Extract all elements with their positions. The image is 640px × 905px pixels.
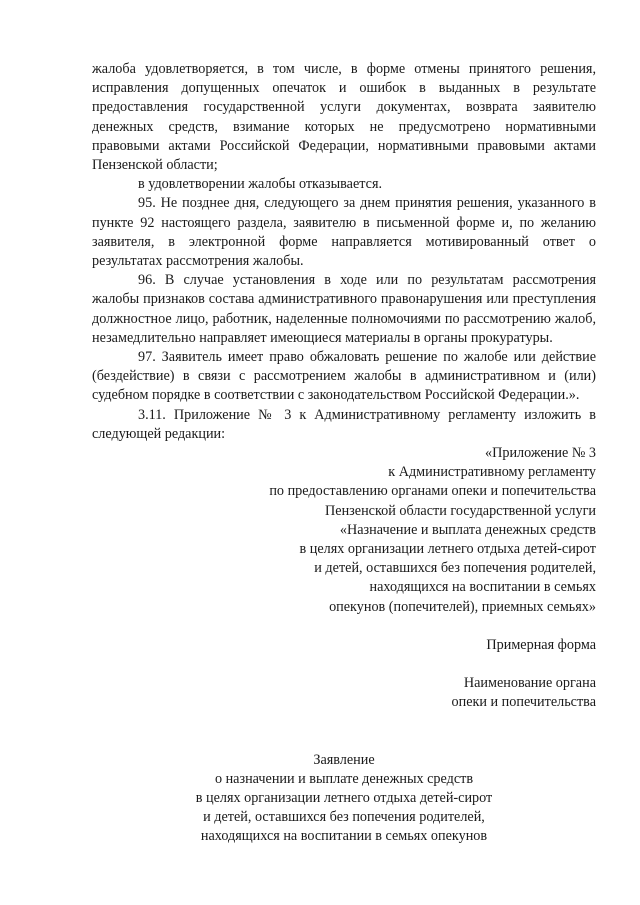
appendix-header-line: опекунов (попечителей), приемных семьях» — [329, 598, 596, 615]
appendix-header-line: «Назначение и выплата денежных средств — [339, 521, 596, 538]
statement-title: Заявление — [313, 751, 375, 768]
paragraph-3-11: 3.11. Приложение № 3 к Административному регламенту изложить в следующей редакции: — [92, 406, 596, 442]
paragraph-complaint-satisfied: жалоба удовлетворяется, в том числе, в форме отмены принятого решения, исправления допущенных опечаток и ошибок в выданных в результате предоставления государственной услуги документах, возврата заявителю денежных средств, взимание которых не предусмотрено нормативными правовыми актами Российской Федерации, нормативными правовыми актами Пензенской области; — [92, 61, 596, 174]
sample-form-label: Примерная форма — [486, 636, 596, 653]
statement-heading — [92, 751, 596, 847]
addressee-line: Наименование органа — [463, 675, 596, 692]
statement-subtitle-line: находящихся на воспитании в семьях опекунов — [200, 828, 488, 845]
addressee-line: опеки и попечительства — [451, 694, 596, 711]
statement-subtitle-line: и детей, оставшихся без попечения родителей, — [203, 809, 485, 826]
appendix-header — [92, 444, 596, 617]
appendix-header-line: «Приложение № 3 — [485, 445, 596, 462]
paragraph-complaint-refused: в удовлетворении жалобы отказывается. — [138, 176, 383, 193]
appendix-header-line: и детей, оставшихся без попечения родителей, — [314, 560, 596, 577]
appendix-header-line: в целях организации летнего отдыха детей-сирот — [299, 541, 596, 558]
appendix-header-line: к Административному регламенту — [388, 464, 596, 481]
addressee-block — [92, 674, 596, 712]
paragraph-97: 97. Заявитель имеет право обжаловать решение по жалобе или действие (бездействие) в связи с рассмотрением жалобы в административном и (или) судебном порядке в соответствии с законодательством Российской Федерации.». — [92, 349, 596, 404]
appendix-header-line: находящихся на воспитании в семьях — [369, 579, 596, 596]
appendix-header-line: Пензенской области государственной услуги — [325, 502, 596, 519]
document-page — [92, 60, 596, 847]
appendix-header-line: по предоставлению органами опеки и попечительства — [269, 483, 596, 500]
paragraph-95: 95. Не позднее дня, следующего за днем принятия решения, указанного в пункте 92 настоящего раздела, заявителю в письменной форме и, по желанию заявителя, в электронной форме направляется мотивированный ответ о результатах рассмотрения жалобы. — [92, 195, 596, 270]
statement-subtitle-line: о назначении и выплате денежных средств — [214, 770, 474, 787]
paragraph-96: 96. В случае установления в ходе или по результатам рассмотрения жалобы признаков состава административного правонарушения или преступления должностное лицо, работник, наделенные полномочиями по рассмотрению жалоб, незамедлительно направляет имеющиеся материалы в органы прокуратуры. — [92, 272, 596, 346]
statement-subtitle-line: в целях организации летнего отдыха детей-сирот — [195, 789, 493, 806]
